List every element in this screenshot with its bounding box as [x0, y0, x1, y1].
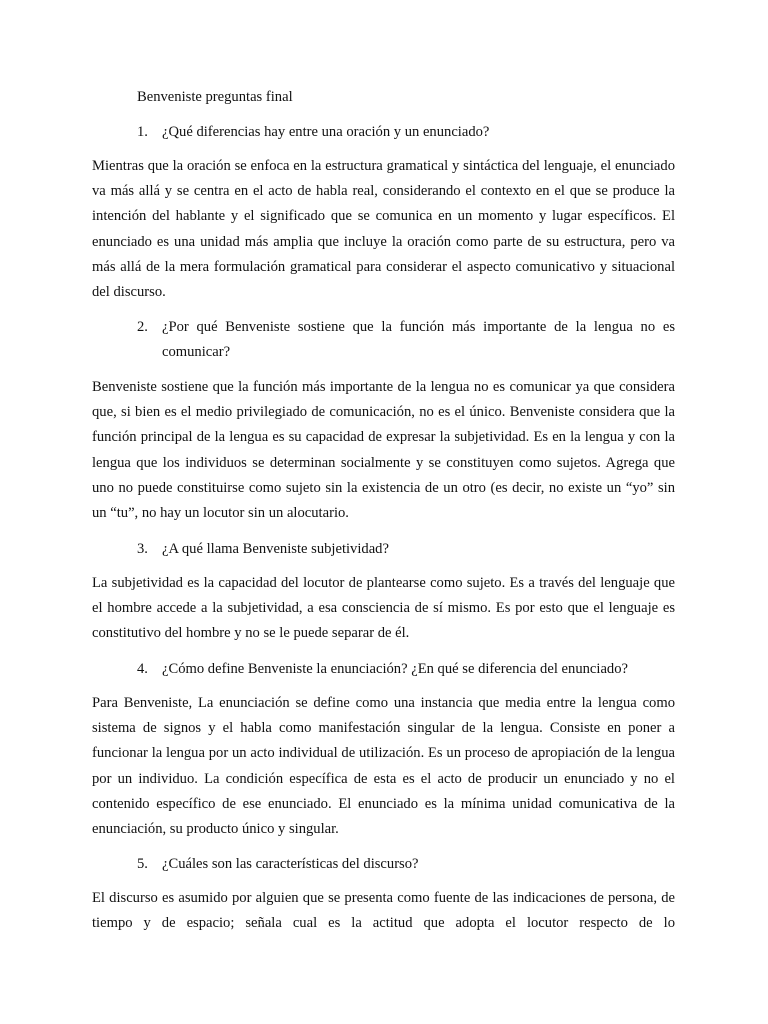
question-number: 5. — [137, 856, 148, 872]
question-text: ¿A qué llama Benveniste subjetividad? — [162, 541, 389, 557]
answer-5: El discurso es asumido por alguien que se presenta como fuente de las indicaciones de persona, de tiempo y de espacio; señala cual es la actitud que adopta el locutor respecto de lo — [92, 890, 675, 932]
question-number: 2. — [137, 319, 148, 335]
document-title: Benveniste preguntas final — [137, 89, 293, 105]
question-4 — [137, 657, 675, 682]
question-5 — [137, 852, 675, 877]
question-number: 4. — [137, 661, 148, 677]
question-text: ¿Por qué Benveniste sostiene que la función más importante de la lengua no es comunicar? — [162, 319, 675, 360]
answer-3: La subjetividad es la capacidad del locutor de plantearse como sujeto. Es a través del lenguaje que el hombre accede a la subjetividad, a esa consciencia de sí mismo. Es por esto que el lenguaje es constitutivo del hombre y no se le puede separar de él. — [92, 575, 675, 642]
question-3 — [137, 537, 675, 562]
question-text: ¿Qué diferencias hay entre una oración y un enunciado? — [162, 124, 490, 140]
question-number: 1. — [137, 124, 148, 140]
answer-1: Mientras que la oración se enfoca en la estructura gramatical y sintáctica del lenguaje, el enunciado va más allá y se centra en el acto de habla real, considerando el contexto en el que se produce la intención del hablante y el significado que se comunica en un momento y lugar específicos. El enunciado es una unidad más amplia que incluye la oración como parte de su estructura, pero va más allá de la mera formulación gramatical para considerar el aspecto comunicativo y situacional del discurso. — [92, 158, 675, 301]
question-text: ¿Cuáles son las características del discurso? — [162, 856, 419, 872]
question-text: ¿Cómo define Benveniste la enunciación? ¿En qué se diferencia del enunciado? — [162, 661, 628, 677]
question-1 — [137, 120, 675, 145]
question-2 — [137, 315, 675, 365]
question-number: 3. — [137, 541, 148, 557]
answer-4: Para Benveniste, La enunciación se define como una instancia que media entre la lengua como sistema de signos y el habla como manifestación singular de la lengua. Consiste en poner a funcionar la lengua por un acto individual de utilización. Es un proceso de apropiación de la lengua por un individuo. La condición específica de esta es el acto de producir un enunciado y no el contenido específico de ese enunciado. El enunciado es la mínima unidad comunicativa de la enunciación, su producto único y singular. — [92, 695, 675, 838]
answer-2: Benveniste sostiene que la función más importante de la lengua no es comunicar ya que considera que, si bien es el medio privilegiado de comunicación, no es el único. Benveniste considera que la función principal de la lengua es su capacidad de expresar la subjetividad. Es en la lengua y con la lengua que los individuos se determinan socialmente y se constituyen como sujetos. Agrega que uno no puede constituirse como sujeto sin la existencia de un otro (es decir, no existe un “yo” sin un “tu”, no hay un locutor sin un alocutario. — [92, 379, 675, 522]
